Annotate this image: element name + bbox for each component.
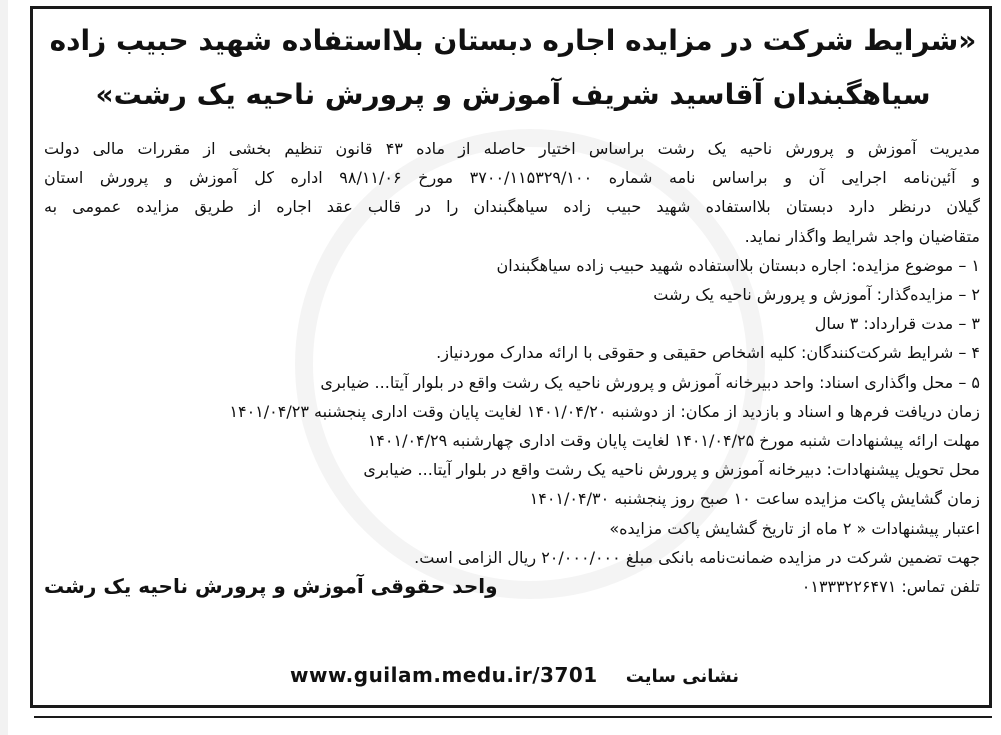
item-participant-conditions: ۴ – شرایط شرکت‌کنندگان: کلیه اشخاص حقیقی و حقوقی با ارائه مدارک موردنیاز. xyxy=(436,343,980,363)
detail-submission-deadline: مهلت ارائه پیشنهادات شنبه مورخ ۱۴۰۱/۰۴/۲۵ لغایت پایان وقت اداری چهارشنبه ۱۴۰۱/۰۴/۲۹ xyxy=(367,431,980,451)
phone-line: تلفن تماس: ۰۱۳۳۳۲۲۶۴۷۱ xyxy=(801,577,980,597)
item-document-location: ۵ – محل واگذاری اسناد: واحد دبیرخانه آموزش و پرورش ناحیه یک رشت واقع در بلوار آیتا... ضیابری xyxy=(320,372,980,392)
intro-line-4: متقاضیان واجد شرایط واگذار نماید. xyxy=(744,226,980,246)
website-label: نشانی سایت xyxy=(625,666,740,687)
detail-opening-time: زمان گشایش پاکت مزایده ساعت ۱۰ صبح روز پنجشنبه ۱۴۰۱/۰۴/۳۰ xyxy=(529,489,980,509)
contact-row xyxy=(44,572,980,601)
issuing-unit: واحد حقوقی آموزش و پرورش ناحیه یک رشت xyxy=(44,574,498,599)
detail-delivery-location: محل تحویل پیشنهادات: دبیرخانه آموزش و پرورش ناحیه یک رشت واقع در بلوار آیتا... ضیابری xyxy=(363,460,980,480)
notice-title-line-2: سیاهگبندان آقاسید شریف آموزش و پرورش ناحیه یک رشت» xyxy=(95,78,931,111)
item-contract-duration: ۳ – مدت قرارداد: ۳ سال xyxy=(814,314,980,334)
website-row xyxy=(290,663,739,687)
notice-body xyxy=(44,134,980,601)
website-url[interactable]: www.guilam.medu.ir/3701 xyxy=(290,663,598,687)
intro-line-3: گیلان درنظر دارد دبستان بلااستفاده شهید حبیب زاده سیاهگبندان را در قالب عقد اجاره از طریق مزایده عمومی به xyxy=(44,197,980,217)
bottom-rule xyxy=(34,716,992,718)
intro-line-1: مدیریت آموزش و پرورش ناحیه یک رشت براساس اختیار حاصله از ماده ۴۳ قانون تنظیم بخشی از مقررات مالی دولت xyxy=(44,139,980,158)
detail-offer-validity: اعتبار پیشنهادات « ۲ ماه از تاریخ گشایش پاکت مزایده» xyxy=(609,518,980,538)
intro-line-2: و آئین‌نامه اجرایی آن و براساس نامه شماره ۳۷۰۰/۱۱۵۳۲۹/۱۰۰ مورخ ۹۸/۱۱/۰۶ اداره کل آموزش و پرورش استان xyxy=(44,168,980,188)
detail-bank-guarantee: جهت تضمین شرکت در مزایده ضمانت‌نامه بانکی مبلغ ۲۰/۰۰۰/۰۰۰ ریال الزامی است. xyxy=(414,547,980,567)
page-edge-strip xyxy=(0,0,8,735)
item-subject: ۱ – موضوع مزایده: اجاره دبستان بلااستفاده شهید حبیب زاده سیاهگبندان xyxy=(496,255,980,275)
item-auctioneer: ۲ – مزایده‌گذار: آموزش و پرورش ناحیه یک رشت xyxy=(653,285,980,305)
notice-title-line-1: «شرایط شرکت در مزایده اجاره دبستان بلااستفاده شهید حبیب زاده xyxy=(49,24,977,57)
detail-document-period: زمان دریافت فرم‌ها و اسناد و بازدید از مکان: از دوشنبه ۱۴۰۱/۰۴/۲۰ لغایت پایان وقت اداری پنجشنبه ۱۴۰۱/۰۴/۲۳ xyxy=(229,401,980,421)
